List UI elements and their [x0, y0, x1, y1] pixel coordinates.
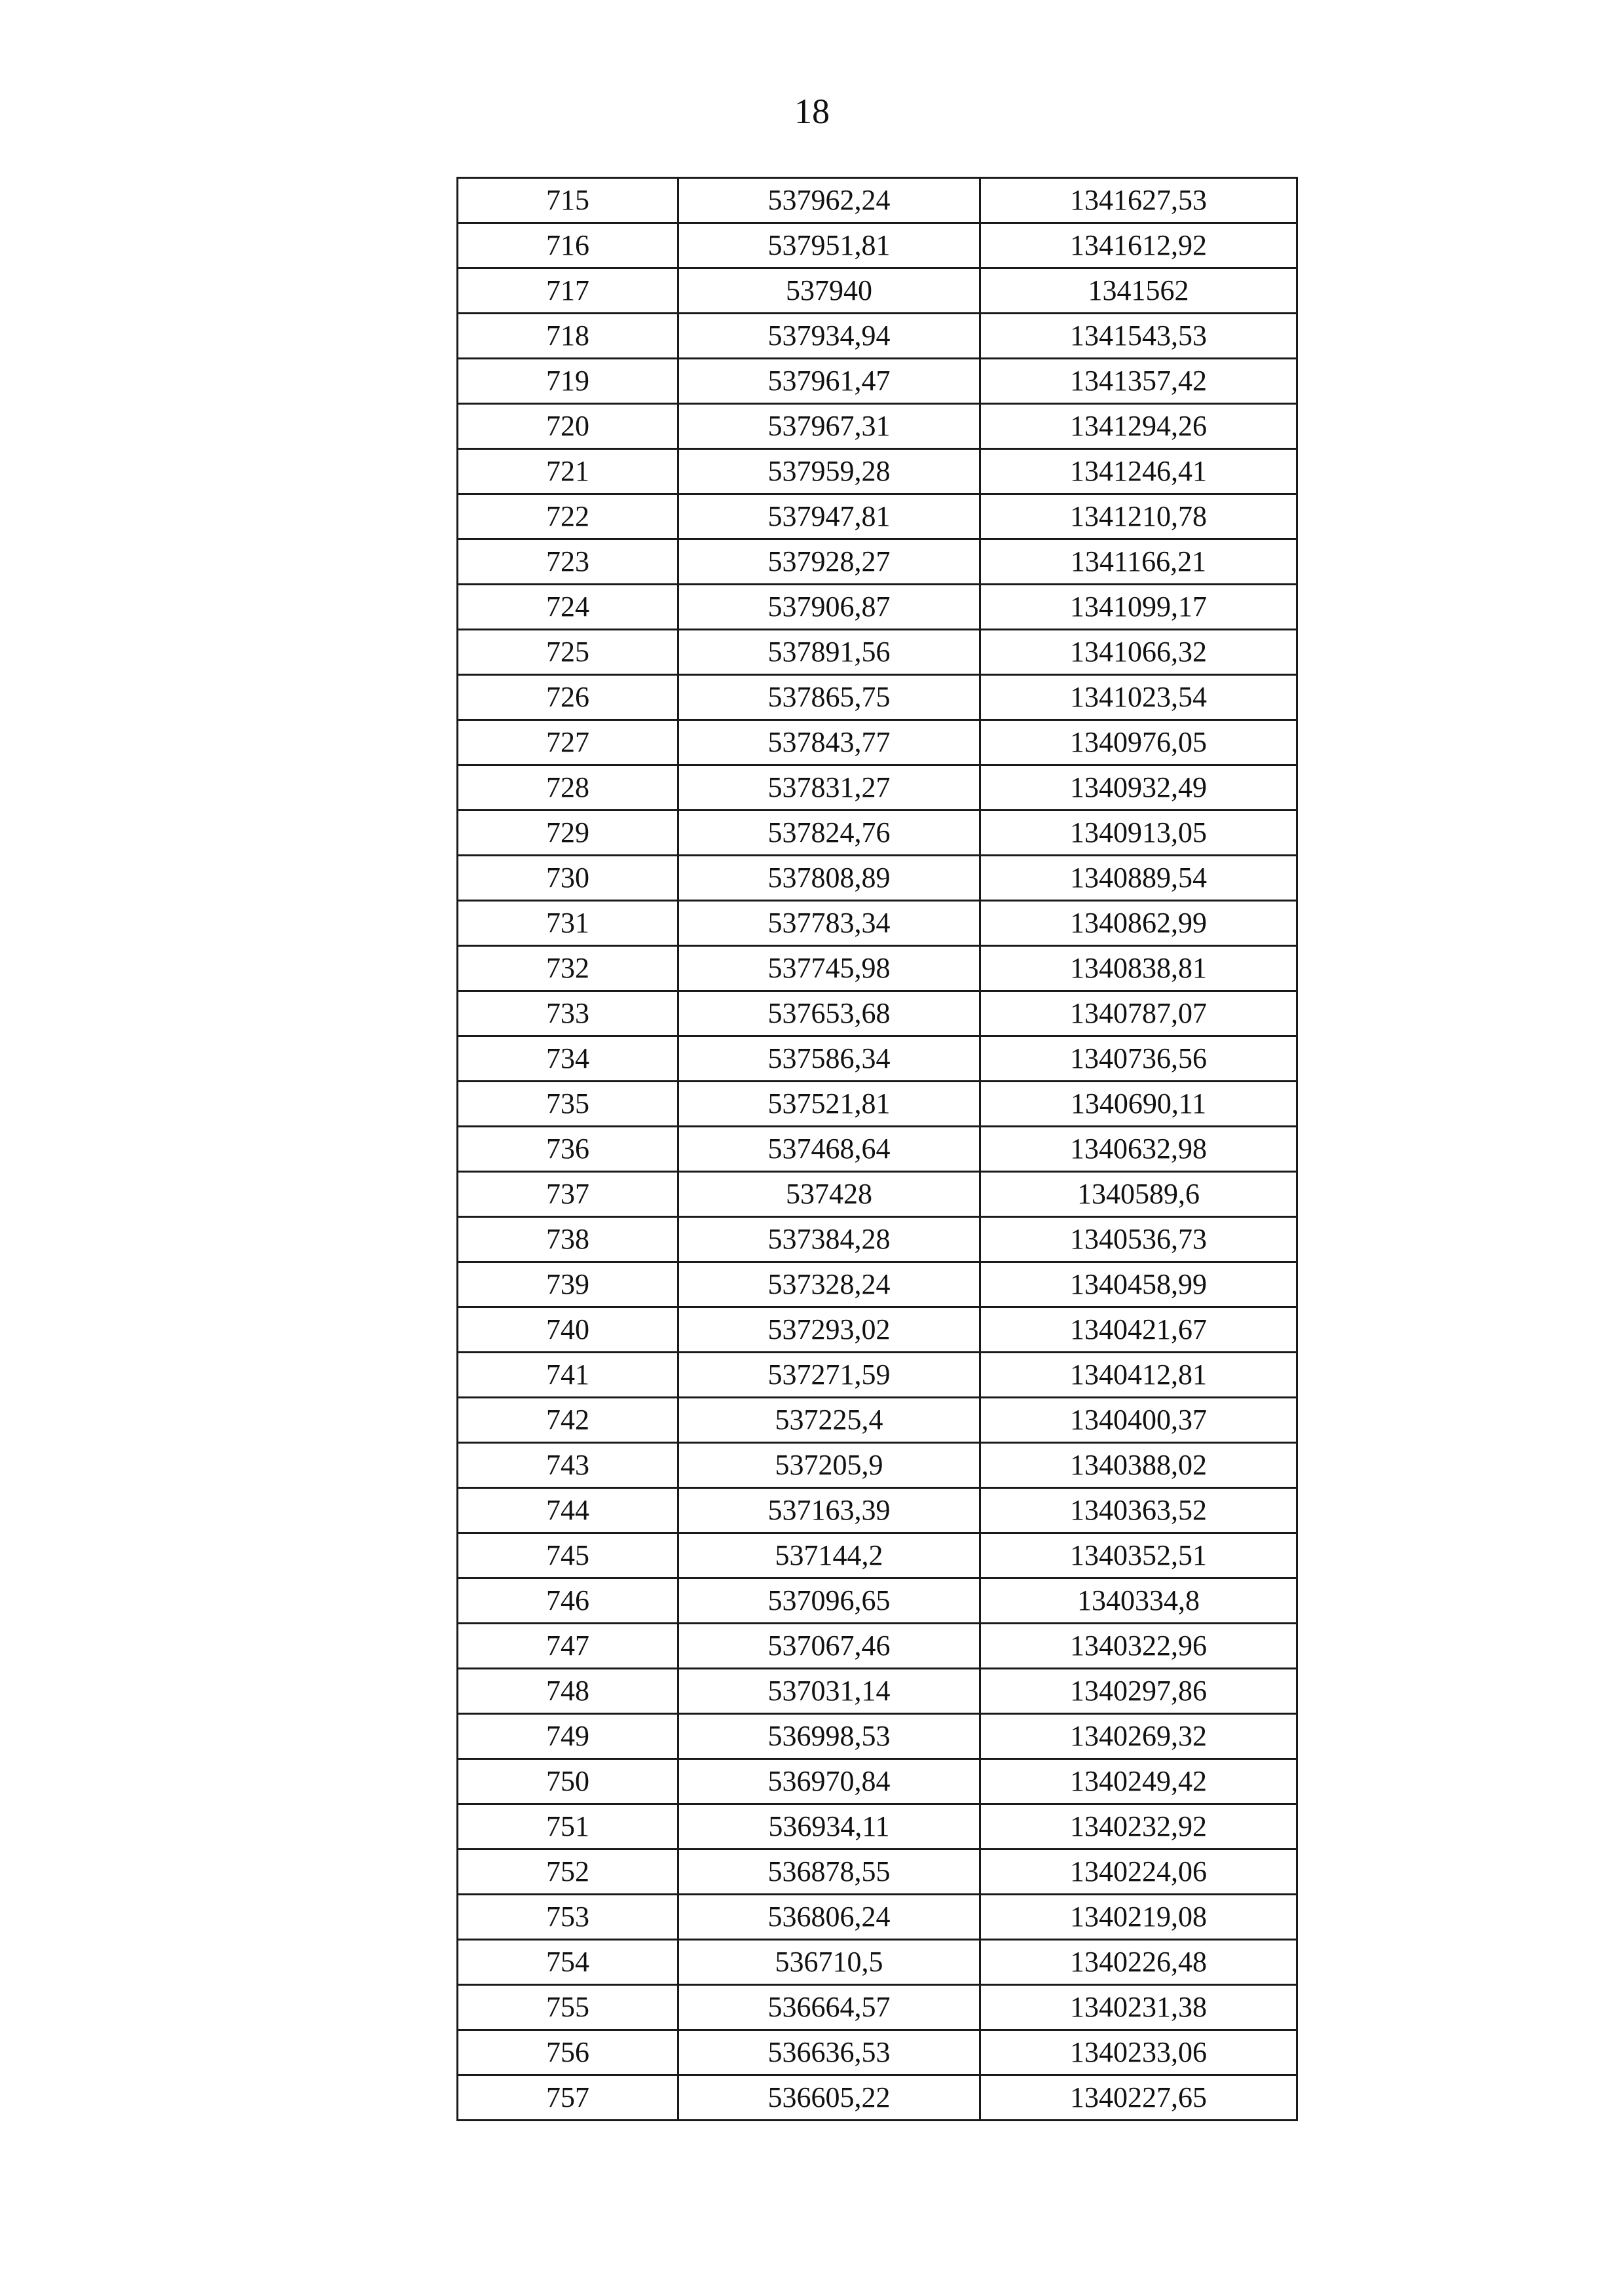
table-row [458, 1940, 1297, 1985]
x-coordinate-cell: 536970,84 [678, 1759, 980, 1804]
x-coordinate-cell: 536998,53 [678, 1714, 980, 1759]
x-coordinate-cell: 537967,31 [678, 404, 980, 449]
x-coordinate-cell: 537067,46 [678, 1624, 980, 1669]
table-row [458, 223, 1297, 268]
point-number-cell: 721 [458, 449, 678, 494]
table-row [458, 1804, 1297, 1850]
point-number-cell: 718 [458, 314, 678, 359]
point-number-cell: 723 [458, 539, 678, 585]
y-coordinate-cell: 1340932,49 [980, 765, 1297, 811]
y-coordinate-cell: 1340458,99 [980, 1262, 1297, 1307]
table-row [458, 1307, 1297, 1353]
table-row [458, 449, 1297, 494]
y-coordinate-cell: 1340632,98 [980, 1127, 1297, 1172]
point-number-cell: 726 [458, 675, 678, 720]
point-number-cell: 743 [458, 1443, 678, 1488]
y-coordinate-cell: 1340334,8 [980, 1578, 1297, 1624]
y-coordinate-cell: 1340297,86 [980, 1669, 1297, 1714]
table-row [458, 1082, 1297, 1127]
point-number-cell: 732 [458, 946, 678, 991]
y-coordinate-cell: 1340838,81 [980, 946, 1297, 991]
x-coordinate-cell: 536636,53 [678, 2030, 980, 2075]
point-number-cell: 719 [458, 359, 678, 404]
y-coordinate-cell: 1340690,11 [980, 1082, 1297, 1127]
point-number-cell: 756 [458, 2030, 678, 2075]
y-coordinate-cell: 1340421,67 [980, 1307, 1297, 1353]
x-coordinate-cell: 537961,47 [678, 359, 980, 404]
table-row [458, 314, 1297, 359]
x-coordinate-cell: 537384,28 [678, 1217, 980, 1262]
point-number-cell: 715 [458, 178, 678, 223]
point-number-cell: 744 [458, 1488, 678, 1533]
point-number-cell: 749 [458, 1714, 678, 1759]
table-row [458, 1624, 1297, 1669]
table-row [458, 359, 1297, 404]
y-coordinate-cell: 1341562 [980, 268, 1297, 314]
x-coordinate-cell: 537096,65 [678, 1578, 980, 1624]
point-number-cell: 730 [458, 856, 678, 901]
table-row [458, 946, 1297, 991]
table-row [458, 1353, 1297, 1398]
point-number-cell: 746 [458, 1578, 678, 1624]
y-coordinate-cell: 1341357,42 [980, 359, 1297, 404]
point-number-cell: 748 [458, 1669, 678, 1714]
table-row [458, 1262, 1297, 1307]
x-coordinate-cell: 537586,34 [678, 1036, 980, 1082]
y-coordinate-cell: 1341023,54 [980, 675, 1297, 720]
coordinates-table [456, 177, 1298, 2121]
table-row [458, 991, 1297, 1036]
y-coordinate-cell: 1340352,51 [980, 1533, 1297, 1578]
y-coordinate-cell: 1341543,53 [980, 314, 1297, 359]
point-number-cell: 733 [458, 991, 678, 1036]
point-number-cell: 742 [458, 1398, 678, 1443]
point-number-cell: 738 [458, 1217, 678, 1262]
point-number-cell: 740 [458, 1307, 678, 1353]
table-row [458, 856, 1297, 901]
point-number-cell: 753 [458, 1895, 678, 1940]
x-coordinate-cell: 537865,75 [678, 675, 980, 720]
table-row [458, 675, 1297, 720]
table-row [458, 1578, 1297, 1624]
table-row [458, 1714, 1297, 1759]
x-coordinate-cell: 537653,68 [678, 991, 980, 1036]
coordinates-table-body [458, 178, 1297, 2121]
y-coordinate-cell: 1340227,65 [980, 2075, 1297, 2121]
table-row [458, 1398, 1297, 1443]
y-coordinate-cell: 1340400,37 [980, 1398, 1297, 1443]
x-coordinate-cell: 537843,77 [678, 720, 980, 765]
table-row [458, 1127, 1297, 1172]
point-number-cell: 731 [458, 901, 678, 946]
y-coordinate-cell: 1340862,99 [980, 901, 1297, 946]
y-coordinate-cell: 1341066,32 [980, 630, 1297, 675]
x-coordinate-cell: 536710,5 [678, 1940, 980, 1985]
y-coordinate-cell: 1341246,41 [980, 449, 1297, 494]
x-coordinate-cell: 537745,98 [678, 946, 980, 991]
x-coordinate-cell: 537928,27 [678, 539, 980, 585]
y-coordinate-cell: 1340231,38 [980, 1985, 1297, 2030]
y-coordinate-cell: 1340233,06 [980, 2030, 1297, 2075]
point-number-cell: 739 [458, 1262, 678, 1307]
y-coordinate-cell: 1340589,6 [980, 1172, 1297, 1217]
point-number-cell: 737 [458, 1172, 678, 1217]
x-coordinate-cell: 537951,81 [678, 223, 980, 268]
y-coordinate-cell: 1340249,42 [980, 1759, 1297, 1804]
x-coordinate-cell: 537934,94 [678, 314, 980, 359]
y-coordinate-cell: 1340322,96 [980, 1624, 1297, 1669]
y-coordinate-cell: 1340787,07 [980, 991, 1297, 1036]
y-coordinate-cell: 1341294,26 [980, 404, 1297, 449]
x-coordinate-cell: 537947,81 [678, 494, 980, 539]
point-number-cell: 728 [458, 765, 678, 811]
x-coordinate-cell: 536605,22 [678, 2075, 980, 2121]
point-number-cell: 736 [458, 1127, 678, 1172]
x-coordinate-cell: 537962,24 [678, 178, 980, 223]
table-row [458, 1036, 1297, 1082]
x-coordinate-cell: 536806,24 [678, 1895, 980, 1940]
page-number: 18 [794, 92, 830, 131]
x-coordinate-cell: 537783,34 [678, 901, 980, 946]
y-coordinate-cell: 1340913,05 [980, 811, 1297, 856]
table-row [458, 1217, 1297, 1262]
x-coordinate-cell: 537521,81 [678, 1082, 980, 1127]
x-coordinate-cell: 537808,89 [678, 856, 980, 901]
x-coordinate-cell: 537328,24 [678, 1262, 980, 1307]
y-coordinate-cell: 1341166,21 [980, 539, 1297, 585]
x-coordinate-cell: 537824,76 [678, 811, 980, 856]
x-coordinate-cell: 536934,11 [678, 1804, 980, 1850]
x-coordinate-cell: 537031,14 [678, 1669, 980, 1714]
y-coordinate-cell: 1340224,06 [980, 1850, 1297, 1895]
x-coordinate-cell: 537468,64 [678, 1127, 980, 1172]
table-row [458, 494, 1297, 539]
point-number-cell: 716 [458, 223, 678, 268]
point-number-cell: 757 [458, 2075, 678, 2121]
table-row [458, 765, 1297, 811]
point-number-cell: 745 [458, 1533, 678, 1578]
x-coordinate-cell: 536664,57 [678, 1985, 980, 2030]
y-coordinate-cell: 1340232,92 [980, 1804, 1297, 1850]
x-coordinate-cell: 537891,56 [678, 630, 980, 675]
y-coordinate-cell: 1341627,53 [980, 178, 1297, 223]
x-coordinate-cell: 537163,39 [678, 1488, 980, 1533]
table-row [458, 1533, 1297, 1578]
table-row [458, 811, 1297, 856]
table-row [458, 585, 1297, 630]
x-coordinate-cell: 537293,02 [678, 1307, 980, 1353]
table-row [458, 630, 1297, 675]
table-row [458, 1759, 1297, 1804]
table-row [458, 1669, 1297, 1714]
y-coordinate-cell: 1340536,73 [980, 1217, 1297, 1262]
table-row [458, 1488, 1297, 1533]
y-coordinate-cell: 1340412,81 [980, 1353, 1297, 1398]
point-number-cell: 755 [458, 1985, 678, 2030]
table-row [458, 268, 1297, 314]
table-row [458, 1443, 1297, 1488]
x-coordinate-cell: 537144,2 [678, 1533, 980, 1578]
y-coordinate-cell: 1340736,56 [980, 1036, 1297, 1082]
x-coordinate-cell: 537205,9 [678, 1443, 980, 1488]
x-coordinate-cell: 537940 [678, 268, 980, 314]
point-number-cell: 720 [458, 404, 678, 449]
point-number-cell: 734 [458, 1036, 678, 1082]
y-coordinate-cell: 1340363,52 [980, 1488, 1297, 1533]
y-coordinate-cell: 1341099,17 [980, 585, 1297, 630]
y-coordinate-cell: 1341210,78 [980, 494, 1297, 539]
table-row [458, 178, 1297, 223]
point-number-cell: 735 [458, 1082, 678, 1127]
point-number-cell: 717 [458, 268, 678, 314]
y-coordinate-cell: 1341612,92 [980, 223, 1297, 268]
x-coordinate-cell: 537271,59 [678, 1353, 980, 1398]
x-coordinate-cell: 537906,87 [678, 585, 980, 630]
point-number-cell: 722 [458, 494, 678, 539]
table-row [458, 539, 1297, 585]
table-row [458, 1985, 1297, 2030]
y-coordinate-cell: 1340226,48 [980, 1940, 1297, 1985]
point-number-cell: 747 [458, 1624, 678, 1669]
point-number-cell: 727 [458, 720, 678, 765]
point-number-cell: 751 [458, 1804, 678, 1850]
x-coordinate-cell: 537225,4 [678, 1398, 980, 1443]
point-number-cell: 750 [458, 1759, 678, 1804]
table-row [458, 720, 1297, 765]
y-coordinate-cell: 1340219,08 [980, 1895, 1297, 1940]
point-number-cell: 754 [458, 1940, 678, 1985]
table-row [458, 404, 1297, 449]
table-row [458, 2030, 1297, 2075]
table-row [458, 1172, 1297, 1217]
x-coordinate-cell: 537959,28 [678, 449, 980, 494]
point-number-cell: 752 [458, 1850, 678, 1895]
table-row [458, 901, 1297, 946]
y-coordinate-cell: 1340388,02 [980, 1443, 1297, 1488]
point-number-cell: 729 [458, 811, 678, 856]
point-number-cell: 724 [458, 585, 678, 630]
x-coordinate-cell: 536878,55 [678, 1850, 980, 1895]
x-coordinate-cell: 537428 [678, 1172, 980, 1217]
table-row [458, 1850, 1297, 1895]
y-coordinate-cell: 1340976,05 [980, 720, 1297, 765]
point-number-cell: 741 [458, 1353, 678, 1398]
y-coordinate-cell: 1340269,32 [980, 1714, 1297, 1759]
x-coordinate-cell: 537831,27 [678, 765, 980, 811]
table-row [458, 1895, 1297, 1940]
table-row [458, 2075, 1297, 2121]
y-coordinate-cell: 1340889,54 [980, 856, 1297, 901]
point-number-cell: 725 [458, 630, 678, 675]
